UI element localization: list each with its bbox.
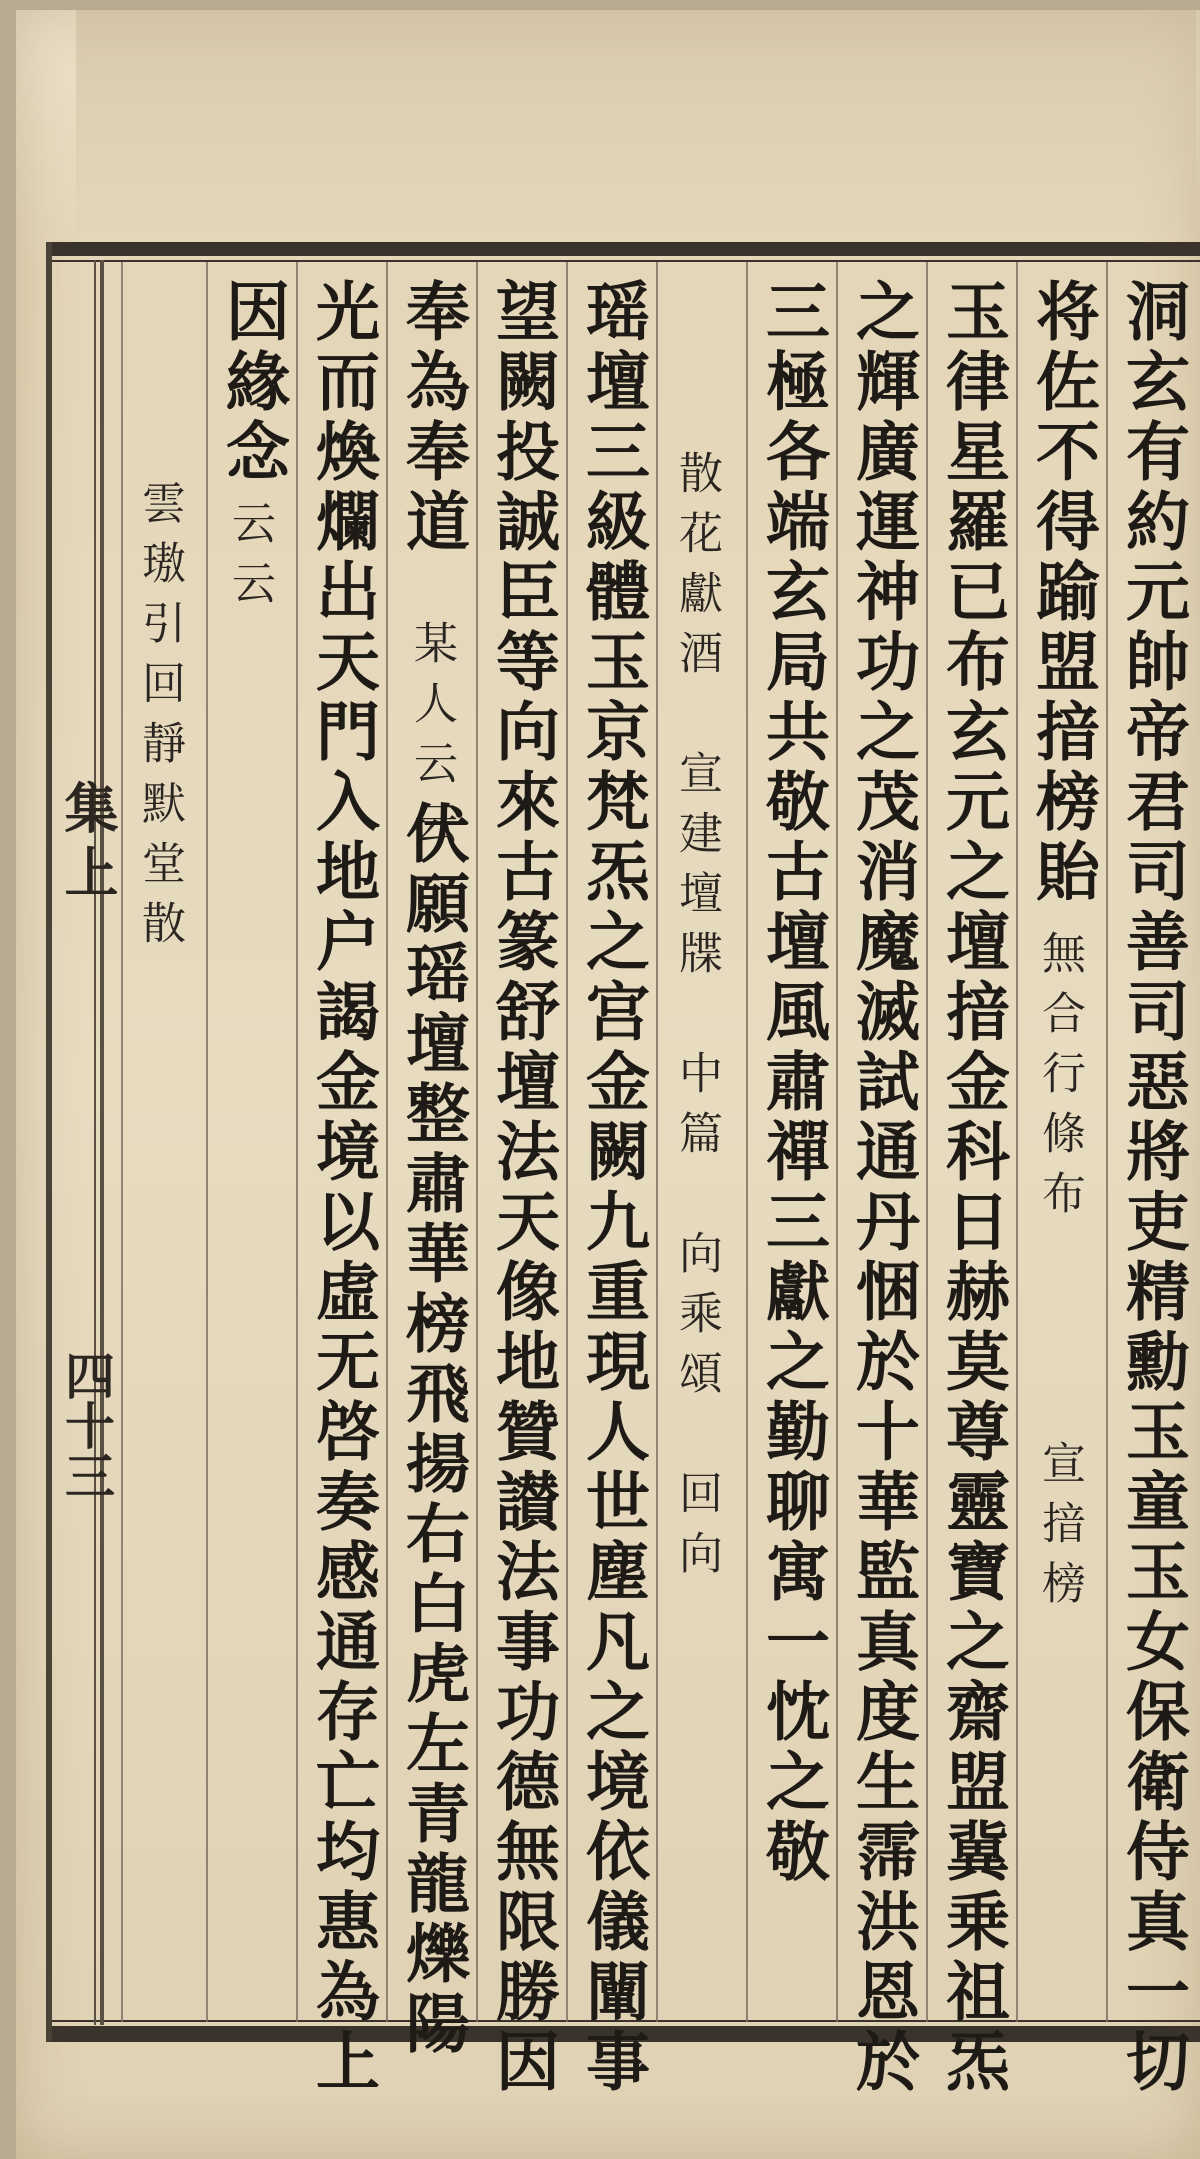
column-rule	[296, 262, 298, 2022]
text-column-3: 玉律星羅已布玄元之壇揞金科日赫莫尊靈寶之齋盟冀乗祖炁	[935, 278, 1010, 2098]
column-rule	[836, 262, 838, 2022]
column-rule	[746, 262, 748, 2022]
text-column-4: 之輝廣運神功之茂消魔滅試通丹悃於十華監真度生霈洪恩於	[845, 278, 920, 2098]
text-column-2-small: 無合行條布	[1034, 930, 1085, 1230]
text-column-2-small-b: 宣揞榜	[1034, 1440, 1085, 1620]
paper-stain	[76, 10, 1196, 235]
text-column-8: 望闕投誠臣等向來古篆舒壇法天像地贊讃法事功德無限勝因	[485, 278, 560, 2098]
text-column-6-small: 散花獻酒 宣建壇牒 中篇 向乘頌 回向	[671, 450, 722, 1590]
text-column-9: 奉為奉道	[395, 278, 470, 558]
text-column-10: 光而煥爛出天門入地户謁金境以虛无啓奏感通存亡均惠為上	[305, 278, 380, 2098]
frame-top-border	[46, 242, 1200, 256]
column-rule	[1106, 262, 1108, 2022]
text-column-11: 因緣念	[215, 278, 290, 488]
column-rule	[566, 262, 568, 2022]
frame-left-border	[46, 242, 52, 2042]
column-rule	[386, 262, 388, 2022]
frame-fold-line-inner	[100, 260, 104, 2025]
book-page	[16, 10, 1200, 2159]
text-column-12-small: 雲璈引回靜默堂散	[134, 480, 185, 960]
frame-top-inner-line	[46, 260, 1200, 262]
text-column-1: 洞玄有約元帥帝君司善司惡將吏精勳玉童玉女保衛侍真一切	[1115, 278, 1190, 2098]
column-rule	[206, 262, 208, 2022]
column-rule	[926, 262, 928, 2022]
column-rule	[121, 262, 123, 2022]
frame-fold-line	[94, 260, 96, 2025]
text-column-7: 瑶壇三級體玉京梵炁之宫金闕九重現人世塵凡之境依儀闡事	[575, 278, 650, 2098]
text-column-9b: 伏願瑶壇整肅華榜飛揚右白虎左青龍爍陽	[395, 800, 470, 2060]
text-column-5: 三極各端玄局共敬古壇風肅禪三獻之勤聊寓一忱之敬	[755, 278, 830, 1888]
margin-page-number: 四十三	[57, 1350, 116, 1500]
column-rule	[1016, 262, 1018, 2022]
column-rule	[476, 262, 478, 2022]
text-column-11-small: 云云	[224, 500, 275, 620]
column-rule	[656, 262, 658, 2022]
margin-title: 集上	[56, 780, 120, 908]
text-column-9-small: 某人云云	[406, 620, 457, 860]
text-column-2: 将佐不得踰盟揞榜貽	[1025, 278, 1100, 908]
